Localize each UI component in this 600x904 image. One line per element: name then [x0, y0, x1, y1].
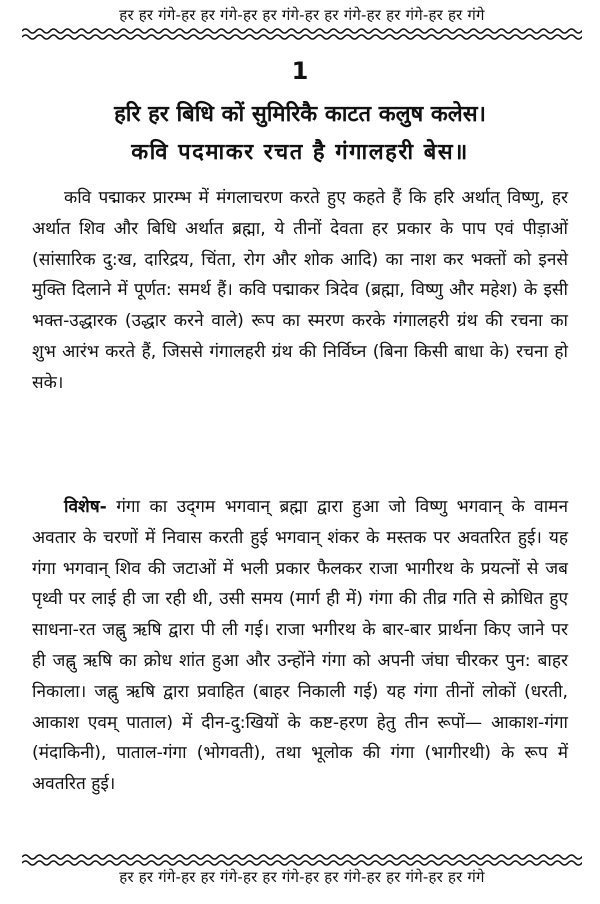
special-note-label: विशेष-	[64, 497, 107, 517]
special-note-paragraph	[32, 492, 568, 800]
header-wave-border	[22, 26, 582, 42]
footer-wave-border	[22, 852, 582, 868]
verse-line-2: कवि पदमाकर रचत है गंगालहरी बेस॥	[131, 140, 469, 165]
explanation-paragraph: कवि पद्माकर प्रारम्भ में मंगलाचरण करते हुए कहते हैं कि हरि अर्थात् विष्णु, हर अर्थात शिव और बिधि अर्थात ब्रह्मा, ये तीनों देवता हर प्रकार के पाप एवं पीड़ाओं (सांसारिक दु:ख, दारिद्रय, चिंता, रोग और शोक आदि) का नाश कर भक्तों को इनसे मुक्ति दिलाने में पूर्णत: समर्थ हैं। कवि पद्माकर त्रिदेव (ब्रह्मा, विष्णु और महेश) के इसी भक्त-उद्धारक (उद्धार करने वाले) रूप का स्मरण करके गंगालहरी ग्रंथ की रचना का शुभ आरंभ करते हैं, जिससे गंगालहरी ग्रंथ की निर्विघ्न (बिना किसी बाधा के) रचना हो सके।	[32, 188, 568, 393]
running-header-text: हर हर गंगे-हर हर गंगे-हर हर गंगे-हर हर गंगे-हर हर गंगे-हर हर गंगे	[119, 6, 485, 24]
running-footer-text: हर हर गंगे-हर हर गंगे-हर हर गंगे-हर हर गंगे-हर हर गंगे-हर हर गंगे	[119, 868, 485, 886]
verse-line-1: हरि हर बिधि कों सुमिरिकै काटत कलुष कलेस।	[114, 102, 486, 127]
verse-number: 1	[291, 57, 309, 85]
special-note-text: गंगा का उद्‌गम भगवान् ब्रह्मा द्वारा हुआ जो विष्णु भगवान् के वामन अवतार के चरणों में निवास करती हुई भगवान् शंकर के मस्तक पर अवतरित हुई। यह गंगा भगवान् शिव की जटाओं में भली प्रकार फैलकर राजा भागीरथ के प्रयत्नों से जब पृथ्वी पर लाई ही जा रही थी, उसी समय (मार्ग ही में) गंगा की तीव्र गति से क्रोधित हुए साधना-रत जह्नु ऋषि द्वारा पी ली गई। राजा भगीरथ के बार-बार प्रार्थना किए जाने पर ही जह्नु ऋषि का क्रोध शांत हुआ और उन्होंने गंगा को अपनी जंघा चीरकर पुन: बाहर निकाला। जह्नु ऋषि द्वारा प्रवाहित (बाहर निकाली गई) यह गंगा तीनों लोकों (धरती, आकाश एवम् पाताल) में दीन-दु:खियों के कष्ट-हरण हेतु तीन रूपों— आकाश-गंगा (मंदाकिनी), पाताल-गंगा (भोगवती), तथा भूलोक की गंगा (भागीरथी) के रूप में अवतरित हुई।	[32, 497, 568, 795]
